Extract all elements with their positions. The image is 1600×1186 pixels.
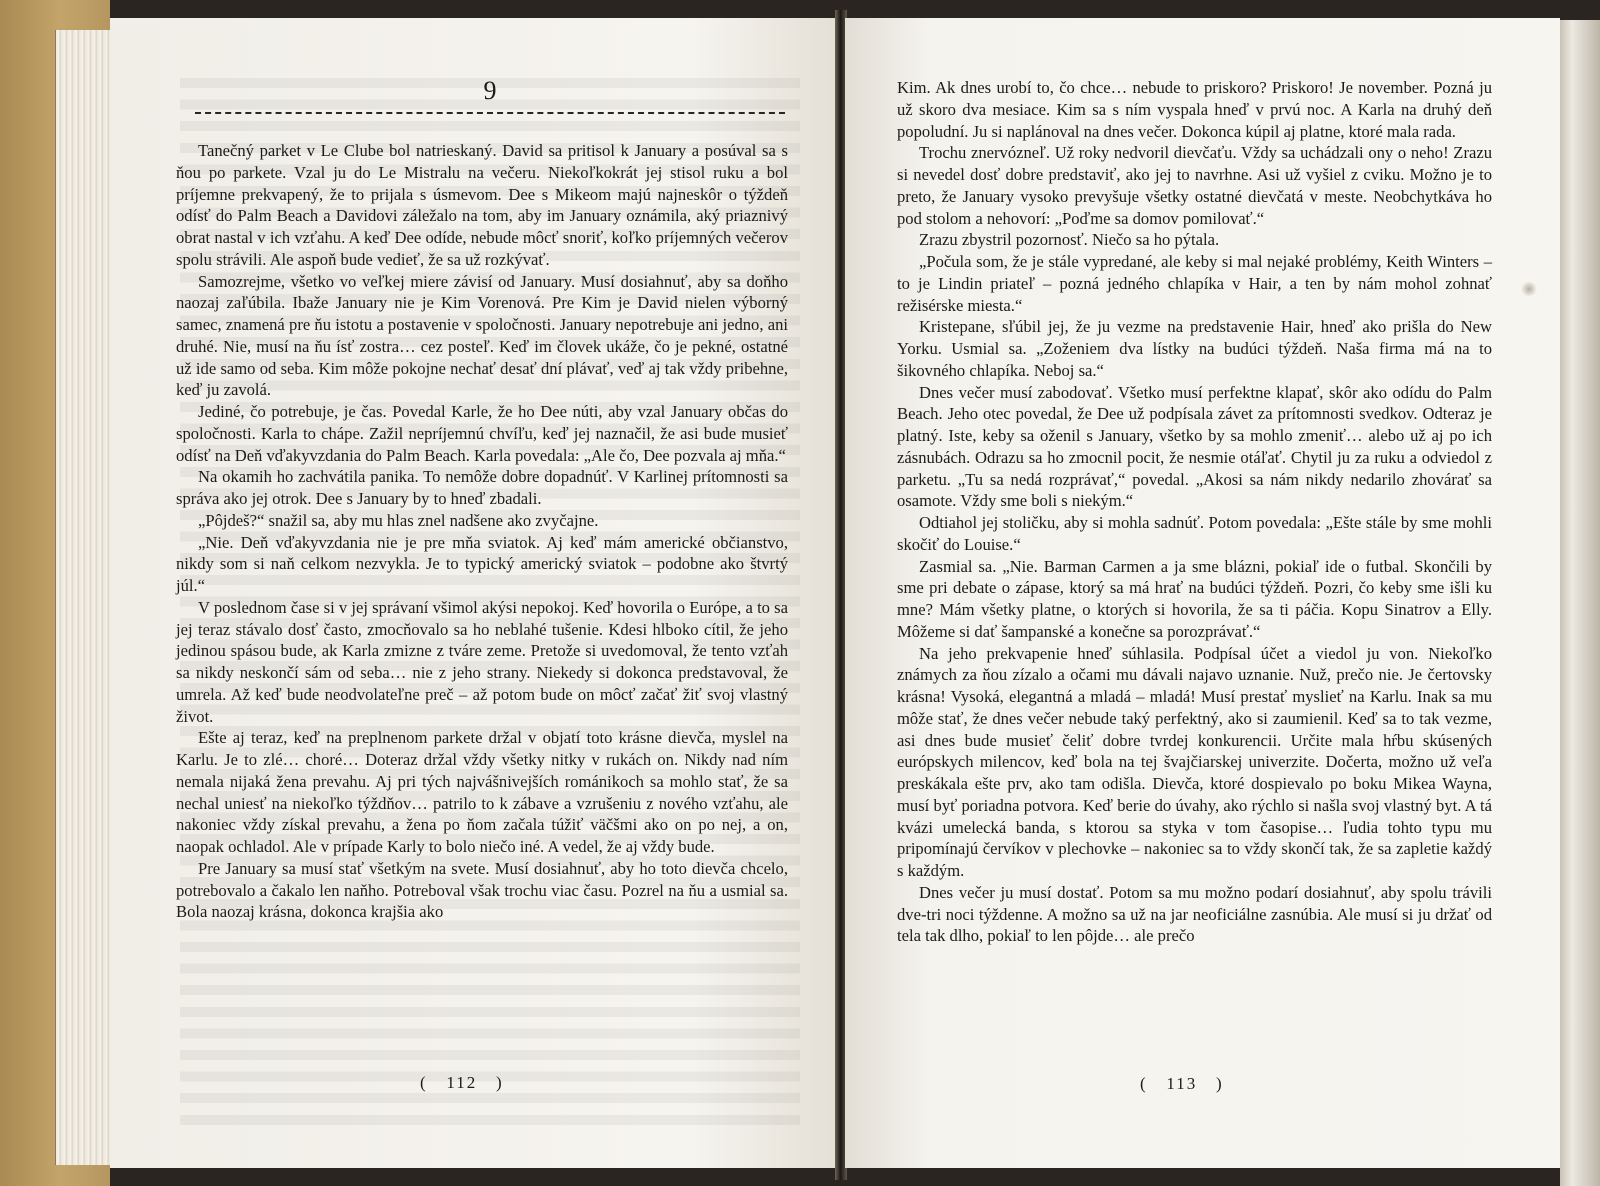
paragraph: Odtiahol jej stoličku, aby si mohla sadnúť. Potom povedala: „Ešte stále by sme mohli skočiť do Louise.“ xyxy=(897,513,1492,554)
paper-speck xyxy=(1520,282,1538,296)
paragraph: „Počula som, že je stále vypredané, ale keby si mal nejaké problémy, Keith Winters – to je Lindin priateľ – pozná jedného chlapíka v Hair, a ten by nám mohol zohnať režisérske miesta.“ xyxy=(897,252,1492,315)
paragraph: Kim. Ak dnes urobí to, čo chce… nebude to priskoro? Priskoro! Je november. Pozná ju už skoro dva mesiace. Kim sa s ním vyspala hneď v prvú noc. A Karla na druhý deň popoludní. Ju si naplánoval na dnes večer. Dokonca kúpil aj platne, ktoré mala rada. xyxy=(897,78,1492,141)
page-number: ( 113 ) xyxy=(1140,1074,1224,1093)
paragraph: Jediné, čo potrebuje, je čas. Povedal Karle, že ho Dee núti, aby vzal January občas do spoločnosti. Karla to chápe. Zažil nepríjemnú chvíľu, keď jej naznačil, že asi bude musieť odísť na Deň vďakyvzdania do Palm Beach. Karla povedala: „Ale čo, Dee pozvala aj mňa.“ xyxy=(176,402,788,465)
paragraph: Na jeho prekvapenie hneď súhlasila. Podpísal účet a viedol ju von. Niekoľko známych za ňou zízalo a očami mu dávali najavo uznanie. Nuž, prečo nie. Je čertovsky krásna! Vysoká, elegantná a mladá – mladá! Musí prestať myslieť na Karlu. Inak sa mu môže stať, že dnes večer nebude taký perfektný, ako si zaumienil. Keď sa to tak vezme, asi dnes bude musieť čeliť dobre tvrdej konkurencii. Určite mala hŕbu skúsených európskych milencov, keď bola na tej švajčiarskej univerzite. Dočerta, možno už veľa preskákala ešte prv, ako tam odišla. Dievča, ktoré dospievalo po boku Mikea Wayna, musí byť poriadna potvora. Keď berie do úvahy, ako rýchlo si našla svoj vlastný byt. A tá kvázi umelecká banda, s ktorou sa styka v tom časopise… ľudia tohto typu mu pripomínajú červíkov v plechovke – nakoniec sa to vždy skončí tak, že sa zapletie každý s každým. xyxy=(897,643,1492,880)
paragraph: „Pôjdeš?“ snažil sa, aby mu hlas znel nadšene ako zvyčajne. xyxy=(198,510,599,530)
paragraph: Na okamih ho zachvátila panika. To nemôže dobre dopadnúť. V Karlinej prítomnosti sa správa ako jej otrok. Dee s January by to hneď zbadali. xyxy=(176,467,788,508)
left-page xyxy=(110,18,835,1168)
paragraph: „Nie. Deň vďakyvzdania nie je pre mňa sviatok. Aj keď mám americké občianstvo, nikdy som si naň celkom nezvykla. Je to typický americký sviatok – podobne ako štvrtý júl.“ xyxy=(176,532,788,595)
paragraph: Dnes večer ju musí dostať. Potom sa mu možno podarí dosiahnuť, aby spolu trávili dve-tri noci týždenne. A možno sa už na jar neoficiálne zasnúbia. Ale musí si ju držať od tela tak dlho, pokiaľ to len pôjde… ale prečo xyxy=(897,882,1492,946)
paragraph: Trochu znervózneľ. Už roky nedvoril dievčaťu. Vždy sa uchádzali ony o neho! Zrazu si nevedel dosť dobre predstaviť, ako jej to navrhne. Asi už vyšiel z cviku. Možno je to preto, že January vysoko prevyšuje všetky ostatné dievčatá v meste. Neobchytkáva ho pod stolom a nehovorí: „Poďme sa domov pomilovať.“ xyxy=(897,143,1492,228)
left-body-text xyxy=(176,140,788,923)
chapter-heading xyxy=(195,76,785,136)
paragraph: Dnes večer musí zabodovať. Všetko musí perfektne klapať, skôr ako odídu do Palm Beach. Jeho otec povedal, že Dee už podpísala závet za prítomnosti svedkov. Odteraz je platný. Iste, keby sa oženil s January, všetko by sa mohlo zmeniť… alebo už aj po ich zásnubách. Odrazu sa ho zmocnil pocit, že nesmie otáľať. Chytil ju za ruku a odviedol z parketu. „Tu sa nedá rozprávať,“ povedal. „Akosi sa nám nikdy nedarilo zhovárať sa osamote. Vždy sme boli s niekým.“ xyxy=(897,382,1492,511)
paragraph: Kristepane, sľúbil jej, že ju vezme na predstavenie Hair, hneď ako prišla do New Yorku. Usmial sa. „Zoženiem dva lístky na budúci týždeň. Naša firma má na to šikovného chlapíka. Neboj sa.“ xyxy=(897,317,1492,380)
paragraph: Pre January sa musí stať všetkým na svete. Musí dosiahnuť, aby ho toto dievča chcelo, potrebovalo a čakalo len naňho. Potreboval však trochu viac času. Pozrel na ňu a usmial sa. Bola naozaj krásna, dokonca krajšia ako xyxy=(176,858,788,922)
dashed-rule xyxy=(195,112,785,114)
paragraph: Zasmial sa. „Nie. Barman Carmen a ja sme blázni, pokiaľ ide o futbal. Skončili by sme pri debate o zápase, ktorý sa má hrať na budúci týždeň. Pozri, čo keby sme išli ku mne? Mám všetky platne, o ktorých si hovorila, že sa ti páčia. Kopu Sinatrov a Elly. Môžeme si dať šampanské a konečne sa porozprávať.“ xyxy=(897,556,1492,641)
chapter-number: 9 xyxy=(483,76,497,105)
paragraph: Zrazu zbystril pozornosť. Niečo sa ho pýtala. xyxy=(919,230,1220,250)
page-edges-right xyxy=(1560,20,1600,1186)
right-body-text xyxy=(897,77,1492,947)
paragraph: Tanečný parket v Le Clube bol natrieskaný. David sa pritisol k January a posúval sa s ňou po parkete. Vzal ju do Le Mistralu na večeru. Niekoľkokrát jej stisol ruku a bol príjemne prekvapený, že to prijala s úsmevom. Dee s Mikeom majú najneskôr o týždeň odísť do Palm Beach a Davidovi záležalo na tom, aby im January oznámila, aký priaznivý obrat nastal v ich vzťahu. A keď Dee odíde, nebude môcť snoriť, koľko príjemných večerov spolu strávili. Ale aspoň bude vedieť, že sa už rozkývať. xyxy=(176,141,788,269)
paragraph: V poslednom čase si v jej správaní všimol akýsi nepokoj. Keď hovorila o Európe, a to sa jej teraz stávalo dosť často, zmocňovalo sa ho neblahé tušenie. Kdesi hlboko cítil, že jeho jedinou spásou bude, ak Karla zmizne z tváre zeme. Pretože si uvedomoval, že tento vzťah sa nikdy neskončí sám od seba… nie z jeho strany. Niekedy si dokonca predstavoval, že umrela. Až keď bude neodvolateľne preč – až potom bude on môcť začať žiť svoj vlastný život. xyxy=(176,597,788,726)
paragraph: Samozrejme, všetko vo veľkej miere závisí od January. Musí dosiahnuť, aby sa doňho naozaj zaľúbila. Ibaže January nie je Kim Vorenová. Pre Kim je David nielen výborný samec, znamená pre ňu istotu a postavenie v spoločnosti. January nepotrebuje ani jedno, ani druhé. Nie, musí na ňu ísť zostra… cez posteľ. Keď im človek ukáže, čo je pekné, ostatné už ide samo od seba. Kim môže pokojne nechať desať dní plávať, veď aj tak vždy pribehne, keď ju zavolá. xyxy=(176,271,788,400)
right-page xyxy=(845,18,1560,1168)
page-number: ( 112 ) xyxy=(420,1073,504,1092)
paragraph: Ešte aj teraz, keď na preplnenom parkete držal v objatí toto krásne dievča, myslel na Karlu. Je to zlé… choré… Doteraz držal vždy všetky nitky v rukách on. Nikdy nad ním nemala nijaká žena prevahu. Aj pri tých najvášnivejších románikoch sa mohlo stať, že sa nechal uniesť na niekoľko týždňov… patrilo to k zábave a vzrušeniu z nového vzťahu, ale nakoniec vždy získal prevahu, a žena po ňom začala túžiť väčšmi ako on po nej, a on, naopak ochladol. Ale v prípade Karly to bolo niečo iné. A vedel, že aj vždy bude. xyxy=(176,728,788,856)
